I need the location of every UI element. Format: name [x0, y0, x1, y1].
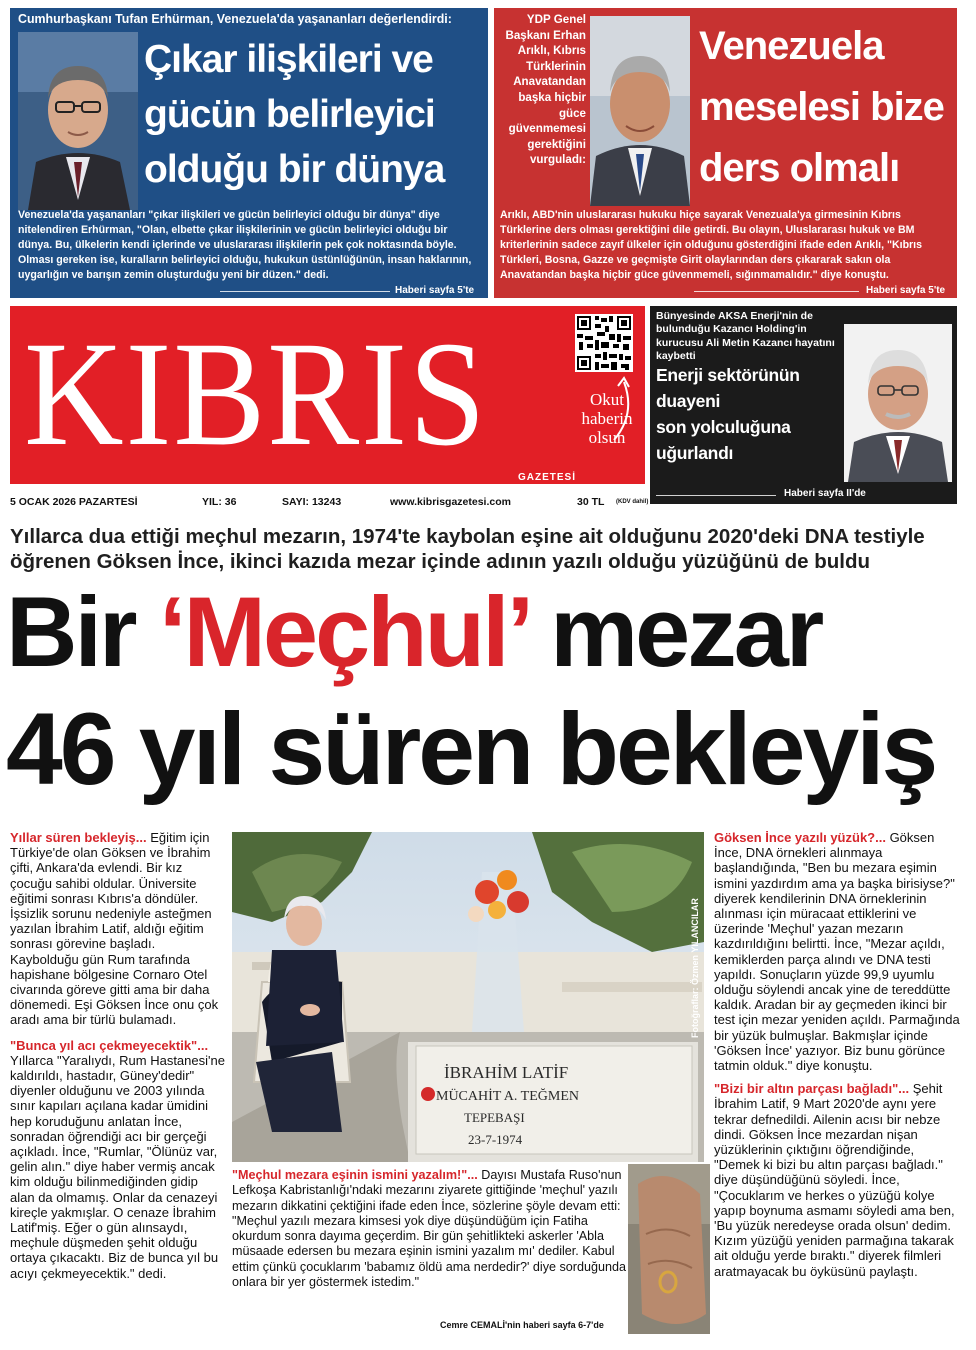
left-paragraph-1 [10, 830, 226, 1028]
arikli-headline-line: ders olmalı [699, 146, 900, 190]
arikli-kicker-line: Anavatandan [513, 75, 586, 89]
headline-text: mezar [525, 576, 822, 687]
arikli-photo [590, 16, 690, 206]
arrow-up-icon [608, 374, 638, 444]
left-text-1: Eğitim için Türkiye'de olan Göksen ve İbrahim çifti, Ankara'da evlendi. Bir kız çocuğu sahibi oldular. Üniversite eğitimi sonrası Kıbrıs'a döndüler. İşsizlik sorunu nedeniyle asteğmen yazılan İbrahim Latif, aldığı eğitim sonrası görevine başladı. Kaybolduğu gün Rum tarafında hapishane bölgesine Cornaro Otel civarında göreve gitti ama bir daha dönemedi. Eşi Göksen İnce onu çok aradı ama bir türlü bulamadı. [10, 830, 219, 1028]
left-column [10, 830, 226, 1281]
gazetesi-label: GAZETESİ [518, 472, 577, 483]
right-column [714, 830, 960, 1279]
obituary-headline-line: son yolculuğuna [656, 417, 791, 437]
arikli-kicker-line: Türklerinin [526, 59, 586, 73]
erhurman-photo [18, 32, 138, 210]
arikli-kicker [498, 12, 586, 168]
masthead [10, 306, 645, 484]
obituary-see-page[interactable]: Haberi sayfa II'de [784, 488, 866, 499]
headline-text: Bir [6, 576, 160, 687]
right-paragraph-1 [714, 830, 960, 1073]
obituary-headline-line: uğurlandı [656, 443, 734, 463]
main-photo [232, 832, 704, 1162]
kazanci-photo [844, 324, 952, 482]
arikli-headline-line: Venezuela [699, 24, 884, 68]
middle-lead: "Meçhul mezara eşinin ismini yazalım!"... [232, 1168, 478, 1182]
erhurman-story-box[interactable] [10, 8, 488, 298]
issue-number: SAYI: 13243 [282, 496, 342, 508]
qr-callout-line: olsun [588, 428, 626, 447]
issue-year: YIL: 36 [202, 496, 237, 508]
right-text-2: Şehit İbrahim Latif, 9 Mart 2020'de aynı yere tekrar defnedildi. Ailenin acısı bir nebze dindi. Göksen İnce mezardan nişan yüzüklerinin çıktığını öğrendiğinde, "Demek ki bizi bu altın parçası bağladı." diye düşündüğünü söyledi. İnce, "Çocuklarım ve herkes o yüzüğü kolye yapıp boynuma asmamı söyledi ama ben, 'Bu yüzük neredeyse orada olsun' dedim. Kızım yüzüğü yeniden parmağına takarak ait olduğu yerde bıraktı." diyerek filmleri aratmayacak bu öyküsünü paylaştı. [714, 1081, 955, 1279]
byline[interactable]: Cemre CEMALİ'nin haberi sayfa 6-7'de [440, 1320, 604, 1330]
issue-date: 5 OCAK 2026 PAZARTESİ [10, 496, 138, 508]
right-paragraph-2 [714, 1081, 960, 1279]
obituary-box[interactable] [650, 306, 957, 504]
obituary-headline-line: duayeni [656, 391, 721, 411]
arikli-kicker-line: güce [558, 106, 586, 120]
arikli-headline-line: meselesi bize [699, 85, 944, 129]
arikli-kicker-line: gerektiğini [527, 137, 586, 151]
middle-text: Dayısı Mustafa Ruso'nun Lefkoşa Kabristanlığı'ndaki mezarını ziyarete gittiğinde 'meçhul' yazılı mezarın dikkatini çektiğini ifade eden İnce, sözlerine şöyle devam etti: "Meçhul yazılı mezara kimsesi yok diye düşündüğüm için Fatiha okurdum sonra dayıma geçerdim. Bir gün şehitlikteki askerler 'Abla müsaade edersen bu mezara eşinin ismini yazalım mı' dediler. Kabul ettim çünkü çocuklarım 'babamız öldü ama nerdedir?' diye sorduğunda onlara bir yer göstermek istedim." [232, 1168, 627, 1290]
obituary-kicker: Bünyesinde AKSA Enerji'nin de bulunduğu Kazancı Holding'in kurucusu Ali Metin Kazancı hayatını kaybetti [656, 310, 835, 363]
grave-place: TEPEBAŞI [464, 1110, 525, 1125]
vat-note: (KDV dahil) [616, 499, 649, 505]
right-text-1: Göksen İnce, DNA örnekleri alınmaya başlandığında, "Ben bu mezara eşimin ismini yazdırdım ama ya başka birisiyse?" diyerek kendilerinin DNA örneklerinin alınması için müracaat ettiklerini ve üzerinde 'Meçhul' yazan mezarın kazdırıldığını belirtti. İnce, "Mezar açıldı, kemiklerden parça alındı ve DNA testi yapıldı. Sonuçların yüzde 99,9 uyumlu olduğu söylendi ancak yine de tereddütte kaldık. Aradan bir ay geçmeden ikinci bir test için mezar yeniden açıldı. Parmağında bir yüzük bulmuşlar. Bakmışlar içinde 'Göksen İnce' yazıyor. Biz bunu görünce tatmin olduk." diye konuştu. [714, 830, 960, 1074]
divider [694, 291, 859, 292]
left-paragraph-2 [10, 1038, 226, 1281]
website-link[interactable]: www.kibrisgazetesi.com [390, 496, 511, 508]
arikli-kicker-line: vurguladı: [529, 153, 586, 167]
price: 30 TL [577, 496, 605, 508]
qr-callout-line: haberin [581, 409, 633, 428]
main-subhead: Yıllarca dua ettiği meçhul mezarın, 1974'te kaybolan eşine ait olduğunu 2020'deki DNA testiyle öğrenen Göksen İnce, ikinci kazıda mezar içinde adının yazılı olduğu yüzüğünü de buldu [10, 525, 925, 573]
obituary-headline-line: sektörünün [707, 365, 800, 385]
grave-rank: MÜCAHİT A. TEĞMEN [436, 1089, 579, 1104]
erhurman-body: Venezuela'da yaşananları "çıkar ilişkileri ve gücün belirleyici olduğu bir dünya" diye nitelendiren Erhürman, "Olan, elbette çıkar ilişkilerinin ve gücün belirleyici olduğu bir dünya. Bu, ülkelerin kendi içlerinde ve uluslararası ilişkilerin pek çok noktasında böyle. Olması gereken ise, kuralların belirleyici olduğu, hukukun üstünlüğünün, insan haklarının, uygarlığın ve barışın zemin oluşturduğu yeni bir düzen." dedi. [18, 209, 472, 281]
middle-column [232, 1168, 627, 1290]
erhurman-headline [144, 32, 484, 197]
divider [656, 495, 776, 496]
erhurman-kicker: Cumhurbaşkanı Tufan Erhürman, Venezuela'da yaşananları değerlendirdi: [18, 12, 452, 26]
erhurman-headline-line: gücün belirleyici [144, 93, 435, 136]
left-lead-2: "Bunca yıl acı çekmeyecektik"... [10, 1037, 209, 1053]
erhurman-see-page[interactable]: Haberi sayfa 5'te [395, 285, 475, 296]
arikli-headline [699, 16, 957, 199]
qr-code-icon[interactable] [575, 314, 633, 372]
erhurman-headline-line: olduğu bir dünya [144, 148, 445, 191]
arikli-kicker-line: YDP Genel [526, 13, 586, 26]
grave-date: 23-7-1974 [468, 1132, 523, 1147]
arikli-kicker-line: Arıklı, Kıbrıs [517, 44, 586, 58]
main-headline-line1 [6, 576, 822, 687]
headline-red-text: ‘Meçhul’ [159, 576, 526, 687]
ring-photo [628, 1164, 710, 1334]
left-text-2: Yıllarca "Yaralıydı, Rum Hastanesi'ne kaldırıldı, hastadır, Güney'dedir" diyenler olduğunu ve 2003 yılında sınır kapıları açılana kadar ümidini hep koruduğunu anlatan İnce, sonradan öğrendiği acı bir gerçeği açıkladı. İnce, "Rumlar, "Ölünüz var, gelin alın." diye haber vermiş ancak kim olduğu bilinmediğinden gidip alan da olmamış. Onlar da cenazeyi kireçle yakmışlar. O cenaze İbrahim Latif'miş. Eğer o gün alınsaydı, meçhule düşmeden şehit olduğu ortaya çıkacaktı. Biz de bunca yıl bu acıyı çekmeyecektik." dedi. [10, 1052, 225, 1281]
arikli-story-box[interactable] [494, 8, 957, 298]
photo-credit: Fotoğraflar: Özmen YILANCILAR [690, 898, 700, 1038]
divider [220, 291, 390, 292]
kibris-logo[interactable]: KIBRIS [24, 311, 488, 477]
dateline [10, 496, 650, 514]
qr-callout-line: Okut [590, 390, 624, 409]
right-lead-2: "Bizi bir altın parçası bağladı"... [714, 1081, 910, 1097]
erhurman-headline-line: Çıkar ilişkileri ve [144, 38, 433, 81]
arikli-kicker-line: Başkanı Erhan [505, 28, 586, 42]
arikli-body: Arıklı, ABD'nin uluslararası hukuku hiçe sayarak Venezuala'ya girmesinin Kıbrıs Türklerine ders olması gerektiğini dile getirdi. Bu olayın, Uluslararası hukuk ve BM kriterlerinin sadece zayıf ülkeler için olduğunu gösterdiğini ifade eden Arıklı, "Kıbrıs Türkleri, Bosna, Gazze ve geçmişte Girit olaylarından ders çıkararak sakın ola Anavatandan başka hiçbir güce güvenmemeli, sığınmamalıdır." diye konuştu. [500, 209, 923, 281]
left-lead-1: Yıllar süren bekleyiş... [10, 830, 147, 845]
arikli-see-page[interactable]: Haberi sayfa 5'te [866, 285, 946, 296]
right-lead-1: Göksen İnce yazılı yüzük?... [714, 830, 886, 845]
obituary-headline [656, 362, 846, 466]
arikli-kicker-line: başka hiçbir [518, 90, 586, 104]
grave-name: İBRAHİM LATİF [444, 1063, 569, 1082]
main-headline-line2: 46 yıl süren bekleyiş [6, 692, 936, 806]
arikli-kicker-line: güvenmemesi [508, 122, 586, 136]
obituary-headline-line: Enerji [656, 365, 703, 385]
